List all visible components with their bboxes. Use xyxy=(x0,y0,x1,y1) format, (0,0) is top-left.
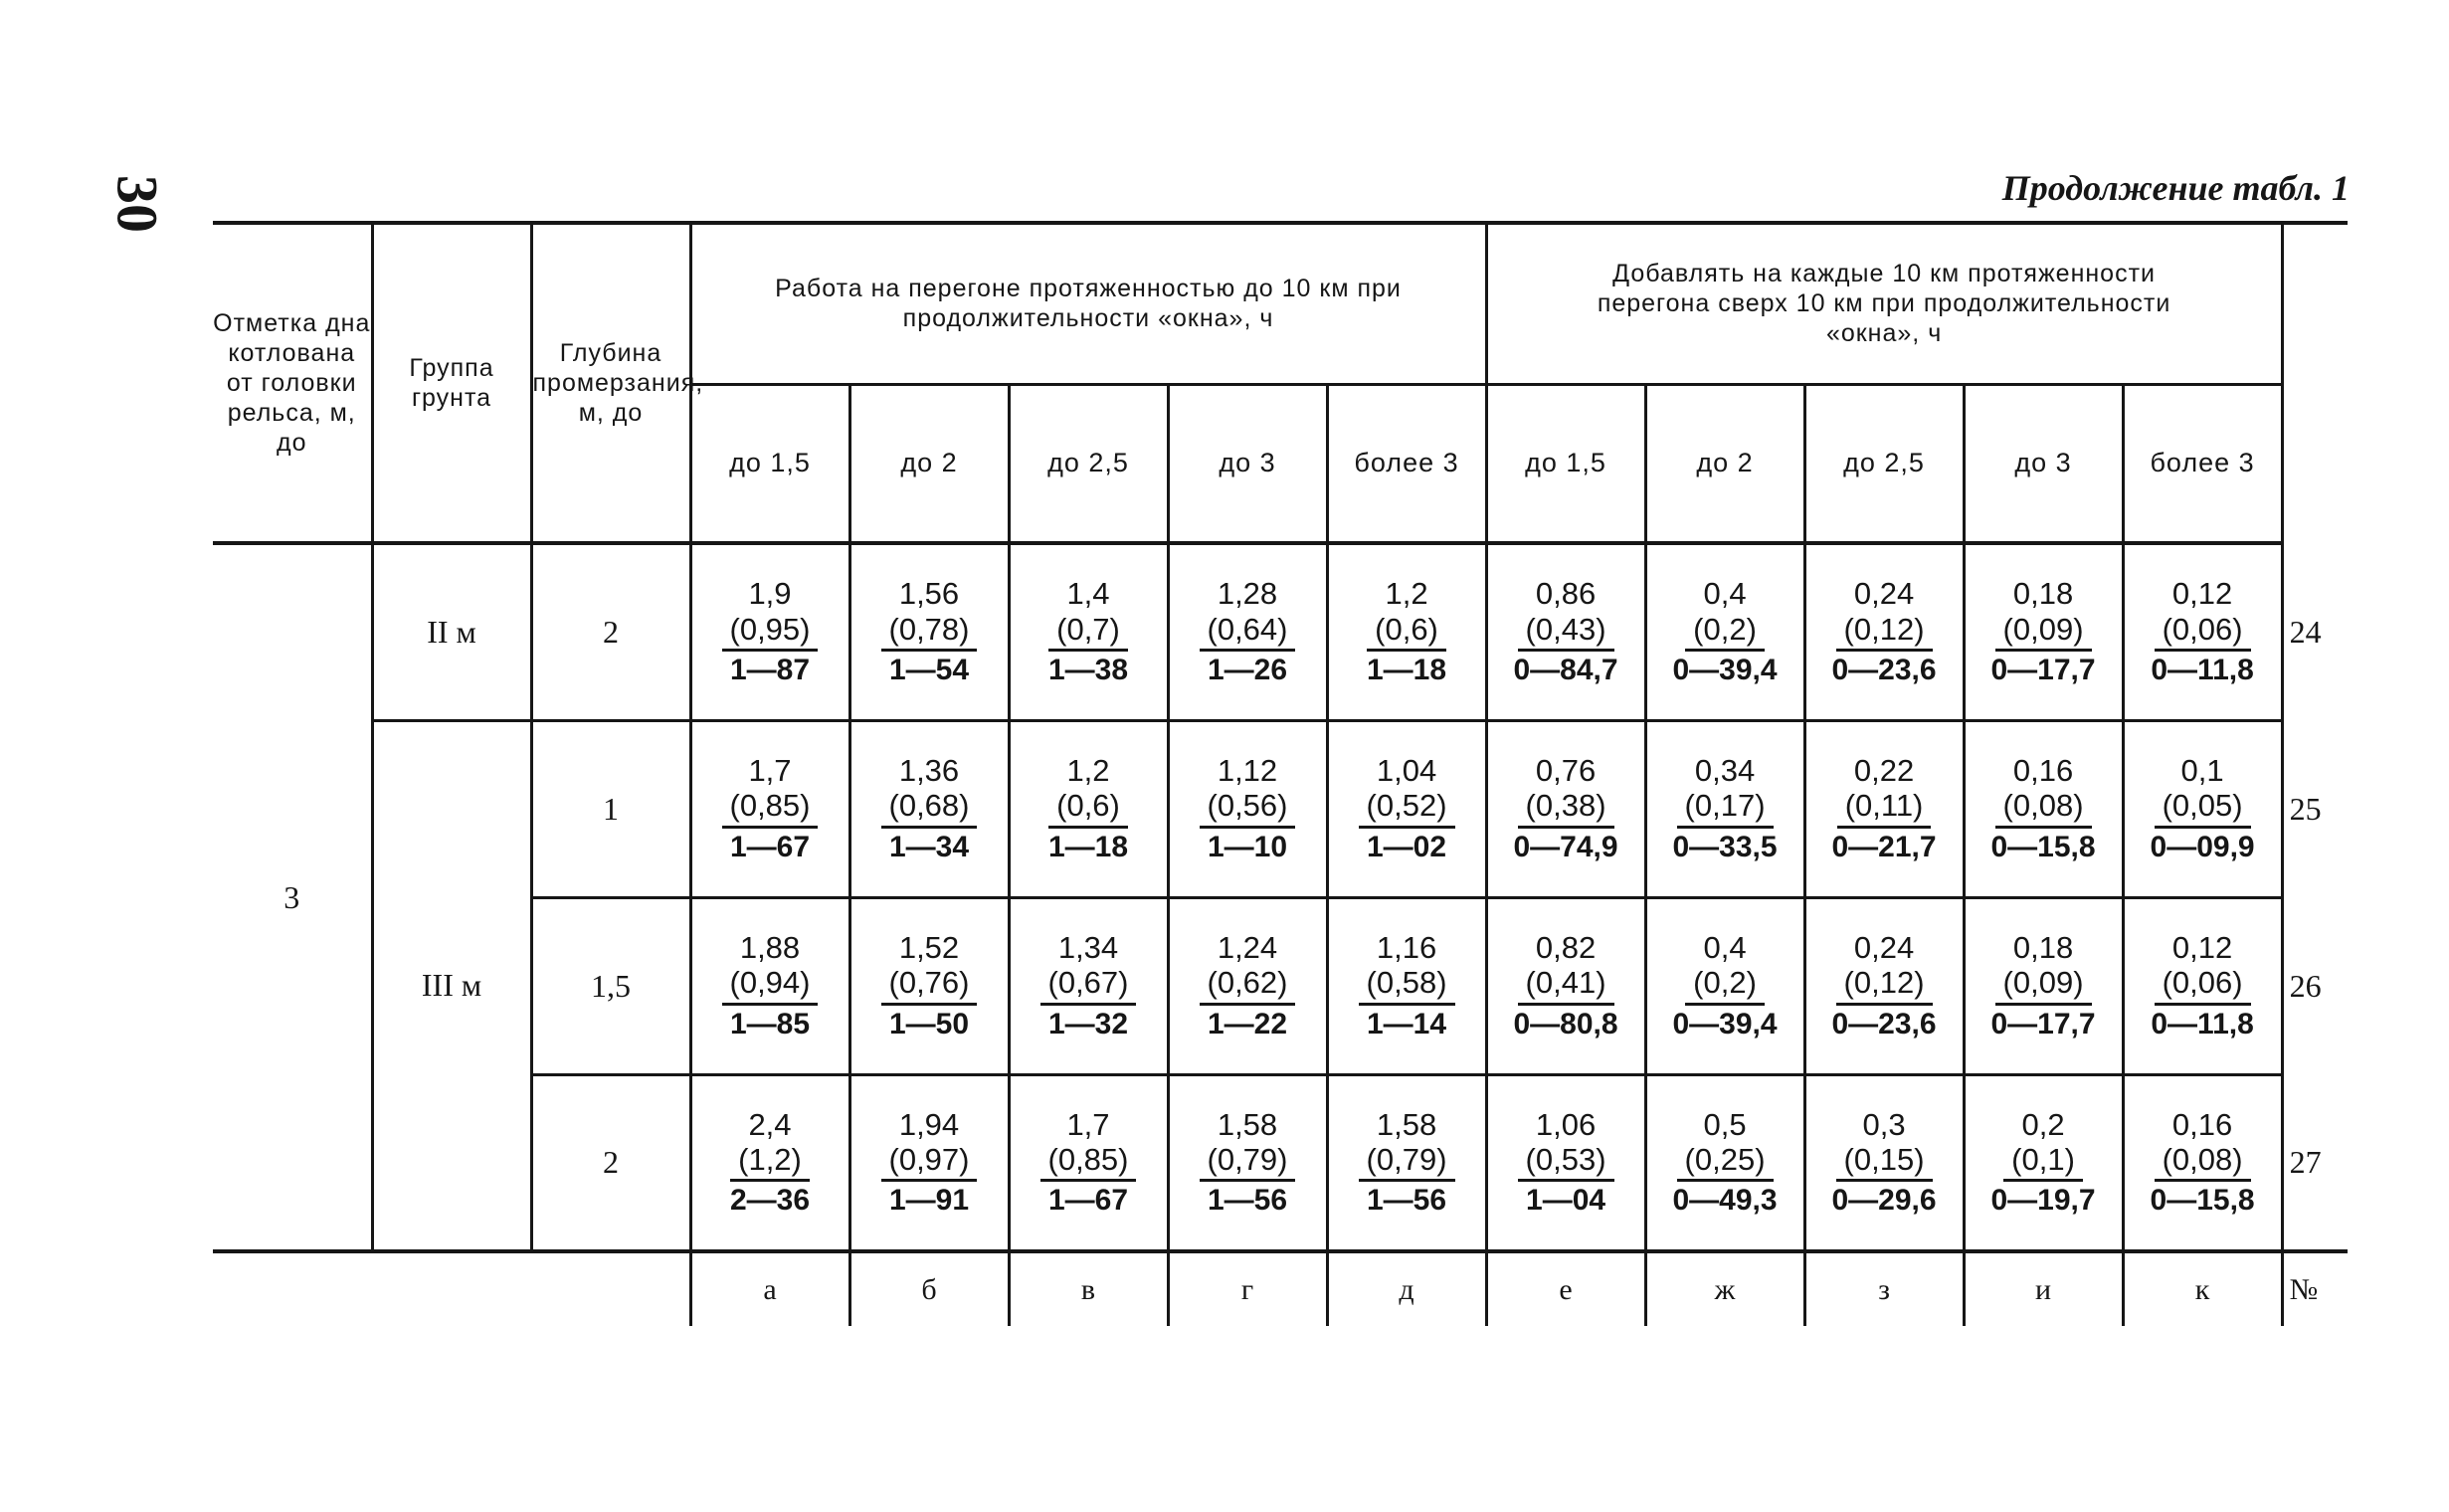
header-otmetka: Отметка дна котлована от головки рельса, м, до xyxy=(213,223,372,543)
value-time: 1—67 xyxy=(1047,1184,1129,1218)
value-time: 2—36 xyxy=(729,1184,811,1218)
value-time: 1—34 xyxy=(888,830,970,863)
value-main: 0,24 xyxy=(1853,576,1915,612)
value-paren: (0,68) xyxy=(881,788,978,828)
value-paren: (0,85) xyxy=(722,788,819,828)
value-cell xyxy=(2123,543,2282,720)
footer-blank-2 xyxy=(372,1251,531,1326)
value-main: 0,4 xyxy=(1703,576,1747,612)
value-time: 1—38 xyxy=(1047,653,1129,686)
value-paren: (0,7) xyxy=(1048,612,1128,652)
value-main: 1,36 xyxy=(898,753,960,789)
value-cell xyxy=(2123,720,2282,897)
value-cell xyxy=(1168,1074,1327,1251)
header-duration-7: до 2,5 xyxy=(1804,384,1964,543)
column-letter-5: е xyxy=(1486,1251,1645,1326)
value-paren: (0,12) xyxy=(1836,965,1933,1005)
value-main: 1,06 xyxy=(1535,1106,1597,1142)
value-time: 0—15,8 xyxy=(2150,1184,2255,1218)
value-time: 1—56 xyxy=(1366,1184,1447,1218)
value-cell xyxy=(1486,720,1645,897)
value-paren: (0,06) xyxy=(2155,965,2251,1005)
value-cell xyxy=(2123,1074,2282,1251)
value-time: 1—22 xyxy=(1207,1007,1288,1040)
value-cell xyxy=(1009,1074,1168,1251)
value-paren: (0,17) xyxy=(1677,788,1774,828)
value-time: 0—11,8 xyxy=(2151,653,2254,686)
value-cell xyxy=(1964,897,2123,1074)
value-time: 1—85 xyxy=(729,1007,811,1040)
value-cell xyxy=(1645,897,1804,1074)
footer-blank-1 xyxy=(213,1251,372,1326)
value-cell xyxy=(1804,543,1964,720)
value-time: 1—04 xyxy=(1526,1184,1606,1218)
value-main: 1,88 xyxy=(739,930,801,966)
value-main: 0,18 xyxy=(2012,576,2074,612)
value-main: 1,58 xyxy=(1376,1106,1437,1142)
gruppa-cell: III м xyxy=(372,720,531,1251)
value-paren: (0,85) xyxy=(1040,1142,1137,1182)
header-duration-1: до 2 xyxy=(849,384,1009,543)
value-main: 1,58 xyxy=(1217,1106,1278,1142)
value-cell xyxy=(1804,1074,1964,1251)
table-row xyxy=(213,897,2348,1074)
value-main: 1,16 xyxy=(1376,930,1437,966)
value-main: 1,4 xyxy=(1066,576,1110,612)
value-time: 0—39,4 xyxy=(1672,653,1778,686)
header-duration-9: более 3 xyxy=(2123,384,2282,543)
value-main: 2,4 xyxy=(748,1106,792,1142)
column-letter-8: и xyxy=(1964,1251,2123,1326)
column-letter-0: а xyxy=(690,1251,849,1326)
value-main: 1,2 xyxy=(1066,753,1110,789)
value-cell xyxy=(1964,720,2123,897)
column-letter-9: к xyxy=(2123,1251,2282,1326)
value-main: 0,82 xyxy=(1535,930,1597,966)
value-main: 0,12 xyxy=(2171,930,2233,966)
value-paren: (0,67) xyxy=(1040,965,1137,1005)
value-time: 1—56 xyxy=(1207,1184,1288,1218)
value-cell xyxy=(690,1074,849,1251)
column-letter-1: б xyxy=(849,1251,1009,1326)
header-duration-4: более 3 xyxy=(1327,384,1486,543)
value-paren: (0,64) xyxy=(1200,612,1296,652)
value-time: 0—15,8 xyxy=(1990,830,2096,863)
value-cell xyxy=(1486,897,1645,1074)
value-cell xyxy=(1009,543,1168,720)
value-paren: (0,09) xyxy=(1995,612,2092,652)
value-time: 0—74,9 xyxy=(1513,830,1618,863)
value-time: 0—17,7 xyxy=(1990,653,2096,686)
header-group-work: Работа на перегоне протяженностью до 10 км при продолжительности «окна», ч xyxy=(690,223,1486,384)
value-time: 0—39,4 xyxy=(1672,1007,1778,1040)
value-paren: (0,2) xyxy=(1685,965,1765,1005)
value-cell xyxy=(1327,543,1486,720)
value-time: 1—67 xyxy=(729,830,811,863)
value-time: 0—09,9 xyxy=(2150,830,2255,863)
otmetka-value: 3 xyxy=(213,543,372,1251)
value-paren: (0,08) xyxy=(1995,788,2092,828)
value-time: 1—10 xyxy=(1207,830,1288,863)
value-main: 0,5 xyxy=(1703,1106,1747,1142)
header-duration-8: до 3 xyxy=(1964,384,2123,543)
value-main: 0,76 xyxy=(1535,753,1597,789)
value-paren: (0,76) xyxy=(881,965,978,1005)
value-main: 0,22 xyxy=(1853,753,1915,789)
value-time: 0—21,7 xyxy=(1831,830,1937,863)
value-time: 0—23,6 xyxy=(1831,1007,1937,1040)
value-main: 1,9 xyxy=(748,576,792,612)
value-time: 0—84,7 xyxy=(1513,653,1618,686)
value-paren: (0,6) xyxy=(1048,788,1128,828)
value-paren: (0,43) xyxy=(1518,612,1614,652)
value-cell xyxy=(1645,1074,1804,1251)
value-time: 1—91 xyxy=(888,1184,970,1218)
column-letter-4: д xyxy=(1327,1251,1486,1326)
value-cell xyxy=(1009,897,1168,1074)
value-paren: (0,15) xyxy=(1836,1142,1933,1182)
value-cell xyxy=(690,720,849,897)
column-letter-7: з xyxy=(1804,1251,1964,1326)
value-paren: (0,1) xyxy=(2003,1142,2083,1182)
value-cell xyxy=(1645,543,1804,720)
value-paren: (0,79) xyxy=(1359,1142,1455,1182)
value-time: 0—49,3 xyxy=(1672,1184,1778,1218)
value-cell xyxy=(1168,543,1327,720)
value-cell xyxy=(849,720,1009,897)
value-main: 0,86 xyxy=(1535,576,1597,612)
value-cell xyxy=(1168,720,1327,897)
value-main: 1,28 xyxy=(1217,576,1278,612)
value-time: 0—23,6 xyxy=(1831,653,1937,686)
value-cell xyxy=(690,543,849,720)
value-main: 0,12 xyxy=(2171,576,2233,612)
value-paren: (0,62) xyxy=(1200,965,1296,1005)
value-cell xyxy=(1964,543,2123,720)
header-duration-6: до 2 xyxy=(1645,384,1804,543)
value-main: 1,56 xyxy=(898,576,960,612)
column-letter-2: в xyxy=(1009,1251,1168,1326)
header-gruppa: Группа грунта xyxy=(372,223,531,543)
value-time: 1—14 xyxy=(1366,1007,1447,1040)
depth-cell: 2 xyxy=(531,1074,690,1251)
value-main: 0,34 xyxy=(1694,753,1756,789)
value-main: 1,24 xyxy=(1217,930,1278,966)
value-main: 1,04 xyxy=(1376,753,1437,789)
value-cell xyxy=(1327,720,1486,897)
value-time: 1—18 xyxy=(1047,830,1129,863)
value-main: 1,34 xyxy=(1057,930,1119,966)
value-paren: (0,12) xyxy=(1836,612,1933,652)
value-main: 0,16 xyxy=(2012,753,2074,789)
value-cell xyxy=(2123,897,2282,1074)
value-cell xyxy=(1168,897,1327,1074)
value-time: 1—02 xyxy=(1366,830,1447,863)
row-number: 26 xyxy=(2282,897,2348,1074)
value-paren: (1,2) xyxy=(730,1142,810,1182)
value-time: 1—50 xyxy=(888,1007,970,1040)
table-row xyxy=(213,720,2348,897)
value-time: 0—11,8 xyxy=(2151,1007,2254,1040)
value-paren: (0,94) xyxy=(722,965,819,1005)
value-cell xyxy=(1486,1074,1645,1251)
value-cell xyxy=(1804,720,1964,897)
value-cell xyxy=(1964,1074,2123,1251)
value-paren: (0,52) xyxy=(1359,788,1455,828)
value-main: 1,7 xyxy=(1066,1106,1110,1142)
value-paren: (0,6) xyxy=(1367,612,1446,652)
value-time: 1—18 xyxy=(1366,653,1447,686)
value-time: 0—80,8 xyxy=(1513,1007,1618,1040)
row-number: 24 xyxy=(2282,543,2348,720)
value-paren: (0,95) xyxy=(722,612,819,652)
value-main: 0,3 xyxy=(1862,1106,1906,1142)
header-duration-2: до 2,5 xyxy=(1009,384,1168,543)
value-paren: (0,53) xyxy=(1518,1142,1614,1182)
value-cell xyxy=(1327,897,1486,1074)
value-time: 0—17,7 xyxy=(1990,1007,2096,1040)
value-time: 0—29,6 xyxy=(1831,1184,1937,1218)
column-letter-3: г xyxy=(1168,1251,1327,1326)
value-paren: (0,38) xyxy=(1518,788,1614,828)
value-paren: (0,2) xyxy=(1685,612,1765,652)
table-row xyxy=(213,543,2348,720)
value-time: 1—54 xyxy=(888,653,970,686)
value-main: 1,12 xyxy=(1217,753,1278,789)
value-cell xyxy=(690,897,849,1074)
value-paren: (0,05) xyxy=(2155,788,2251,828)
header-num-blank xyxy=(2282,223,2348,543)
data-table-wrapper xyxy=(213,221,2348,1326)
value-cell xyxy=(1804,897,1964,1074)
header-glubina: Глубина промерзания, м, до xyxy=(531,223,690,543)
continuation-label: Продолжение табл. 1 xyxy=(2001,168,2350,208)
value-main: 0,16 xyxy=(2171,1106,2233,1142)
value-cell xyxy=(1486,543,1645,720)
value-paren: (0,08) xyxy=(2155,1142,2251,1182)
header-duration-5: до 1,5 xyxy=(1486,384,1645,543)
value-main: 0,2 xyxy=(2021,1106,2065,1142)
footer-blank-3 xyxy=(531,1251,690,1326)
value-paren: (0,25) xyxy=(1677,1142,1774,1182)
column-letter-6: ж xyxy=(1645,1251,1804,1326)
value-main: 1,7 xyxy=(748,753,792,789)
header-duration-0: до 1,5 xyxy=(690,384,849,543)
page-number: 30 xyxy=(104,175,170,233)
num-sign: № xyxy=(2282,1251,2348,1326)
depth-cell: 1 xyxy=(531,720,690,897)
value-main: 1,52 xyxy=(898,930,960,966)
value-paren: (0,41) xyxy=(1518,965,1614,1005)
norms-table xyxy=(213,221,2348,1326)
value-cell xyxy=(849,1074,1009,1251)
value-cell xyxy=(1009,720,1168,897)
depth-cell: 2 xyxy=(531,543,690,720)
value-main: 0,18 xyxy=(2012,930,2074,966)
value-time: 1—26 xyxy=(1207,653,1288,686)
value-cell xyxy=(849,897,1009,1074)
depth-cell: 1,5 xyxy=(531,897,690,1074)
value-paren: (0,09) xyxy=(1995,965,2092,1005)
value-main: 1,2 xyxy=(1385,576,1428,612)
value-cell xyxy=(849,543,1009,720)
value-paren: (0,79) xyxy=(1200,1142,1296,1182)
value-time: 1—32 xyxy=(1047,1007,1129,1040)
value-cell xyxy=(1645,720,1804,897)
value-time: 0—33,5 xyxy=(1672,830,1778,863)
gruppa-cell: II м xyxy=(372,543,531,720)
value-paren: (0,97) xyxy=(881,1142,978,1182)
row-number: 27 xyxy=(2282,1074,2348,1251)
value-main: 0,24 xyxy=(1853,930,1915,966)
table-row xyxy=(213,1074,2348,1251)
value-paren: (0,11) xyxy=(1837,788,1932,828)
value-paren: (0,58) xyxy=(1359,965,1455,1005)
row-number: 25 xyxy=(2282,720,2348,897)
header-group-add: Добавлять на каждые 10 км протяженности перегона сверх 10 км при продолжительности «окна», ч xyxy=(1486,223,2282,384)
value-time: 1—87 xyxy=(729,653,811,686)
value-paren: (0,78) xyxy=(881,612,978,652)
value-main: 1,94 xyxy=(898,1106,960,1142)
value-time: 0—19,7 xyxy=(1990,1184,2096,1218)
value-main: 0,4 xyxy=(1703,930,1747,966)
value-main: 0,1 xyxy=(2180,753,2224,789)
header-duration-3: до 3 xyxy=(1168,384,1327,543)
value-cell xyxy=(1327,1074,1486,1251)
value-paren: (0,06) xyxy=(2155,612,2251,652)
value-paren: (0,56) xyxy=(1200,788,1296,828)
